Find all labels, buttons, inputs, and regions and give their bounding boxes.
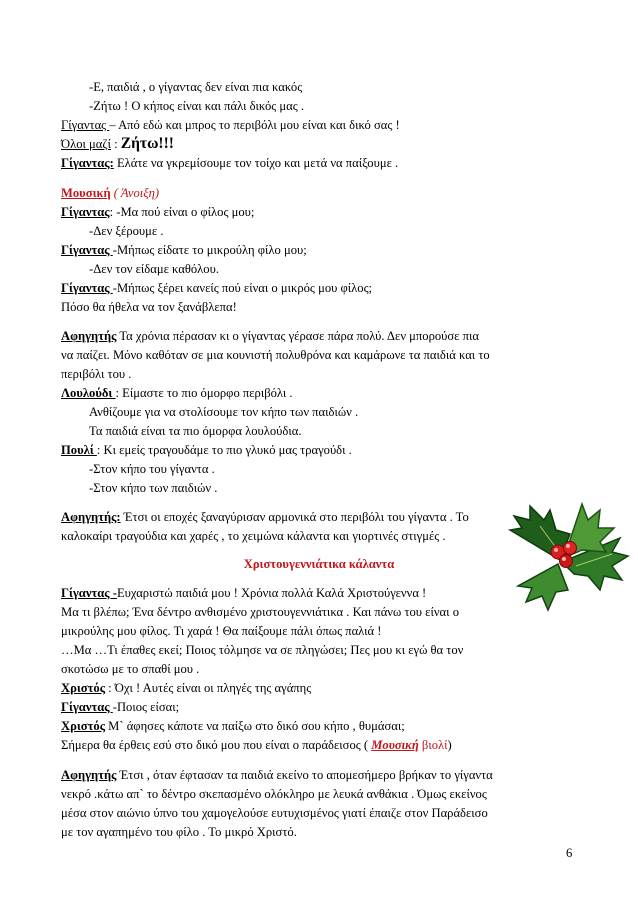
text-line <box>61 327 581 346</box>
speaker-label: Χριστός <box>61 719 106 733</box>
speaker-label: Γίγαντας - <box>61 586 117 600</box>
speaker-label: Αφηγητής <box>61 329 117 343</box>
dialogue-text: σκοτώσω με το σπαθί μου . <box>61 662 200 676</box>
text-line <box>61 384 581 403</box>
text-line <box>61 736 581 755</box>
dialogue-text: Σήμερα θα έρθεις εσύ στο δικό μου που είναι ο παράδεισος ( <box>61 738 372 752</box>
speaker-label: Γίγαντας <box>61 700 113 714</box>
text-line <box>89 403 609 422</box>
text-line <box>61 346 581 365</box>
music-note: ( Άνοιξη) <box>110 186 160 200</box>
text-line <box>61 804 581 823</box>
text-line <box>89 460 609 479</box>
text-line <box>89 222 609 241</box>
dialogue-text: Ελάτε να γκρεμίσουμε τον τοίχο και μετά να παίξουμε . <box>113 156 399 170</box>
speaker-label: Γίγαντας <box>61 205 110 219</box>
text-line <box>61 298 581 317</box>
narration-text: νεκρό .κάτω απ` το δέντρο σκεπασμένο ολόκληρο με λευκά ανθάκια . Όμως εκείνος <box>61 787 487 801</box>
text-line <box>61 785 581 804</box>
dialogue-text: : Όχι ! Αυτές είναι οι πληγές της αγάπης <box>105 681 312 695</box>
text-line <box>61 154 581 173</box>
speaker-label: Γίγαντας <box>61 281 113 295</box>
dialogue-text: Πόσο θα ήθελα να τον ξανάβλεπα! <box>61 300 237 314</box>
dialogue-text: Μ` άφησες κάποτε να παίξω στο δικό σου κήπο , θυμάσαι; <box>105 719 405 733</box>
music-cue: Μουσική <box>61 186 111 200</box>
text-line <box>61 279 581 298</box>
dialogue-text: -Στον κήπο των παιδιών . <box>89 481 218 495</box>
text-line <box>61 133 581 155</box>
text-line <box>61 679 581 698</box>
speaker-label: Λουλούδι <box>61 386 116 400</box>
narration-text: Έτσι οι εποχές ξαναγύρισαν αρμονικά στο περιβόλι του γίγαντα . Το <box>120 510 469 524</box>
speaker-label: Αφηγητής: <box>61 510 121 524</box>
text-line <box>61 184 581 203</box>
narration-text: με τον αγαπημένο του φίλο . Το μικρό Χριστό. <box>61 825 297 839</box>
narration-text: να παίζει. Μόνο καθόταν σε μια κουνιστή πολυθρόνα και καμάρωνε τα παιδιά και το <box>61 348 490 362</box>
text-line <box>89 97 609 116</box>
dialogue-text: -Μήπως είδατε το μικρούλη φίλο μου; <box>112 243 307 257</box>
speaker-label: Γίγαντας <box>61 118 110 132</box>
text-line <box>61 365 581 384</box>
text-line <box>61 641 581 660</box>
dialogue-text: : Κι εμείς τραγουδάμε το πιο γλυκό μας τραγούδι . <box>96 443 352 457</box>
narration-text: Τα χρόνια πέρασαν κι ο γίγαντας γέρασε πάρα πολύ. Δεν μπορούσε πια <box>116 329 479 343</box>
text-line <box>89 422 609 441</box>
dialogue-text: : <box>111 137 121 151</box>
text-line <box>61 717 581 736</box>
emphasis-text: Ζήτω!!! <box>120 135 174 152</box>
dialogue-text: : -Μα πού είναι ο φίλος μου; <box>109 205 255 219</box>
music-note: βιολί <box>418 738 448 752</box>
dialogue-text: Ανθίζουμε για να στολίσουμε τον κήπο των παιδιών . <box>89 405 359 419</box>
holly-icon <box>500 490 632 612</box>
narration-text: περιβόλι του . <box>61 367 132 381</box>
dialogue-text: Τα παιδιά είναι τα πιο όμορφα λουλούδια. <box>89 424 302 438</box>
text-line <box>61 766 581 785</box>
page-number: 6 <box>566 846 573 860</box>
text-line <box>61 622 581 641</box>
dialogue-text: Ευχαριστώ παιδιά μου ! Χρόνια πολλά Καλά Χριστούγεννα ! <box>116 586 427 600</box>
dialogue-text: -Δεν τον είδαμε καθόλου. <box>89 262 219 276</box>
heading-text: Χριστουγεννιάτικα κάλαντα <box>243 557 395 571</box>
narration-text: μέσα στον αιώνιο ύπνο του χαμογελούσε ευτυχισμένος γιατί έπαιζε στον Παράδεισο <box>61 806 488 820</box>
dialogue-text: -Ζήτω ! Ο κήπος είναι και πάλι δικός μας . <box>89 99 305 113</box>
speaker-label: Αφηγητής <box>61 768 117 782</box>
music-cue: Μουσική <box>371 738 419 752</box>
text-line <box>61 241 581 260</box>
dialogue-text: -Στον κήπο του γίγαντα . <box>89 462 215 476</box>
dialogue-text: μικρούλης μου φίλος. Τι χαρά ! Θα παίξουμε πάλι όπως παλιά ! <box>61 624 382 638</box>
speaker-label: Πουλί <box>61 443 97 457</box>
text-line <box>61 203 581 222</box>
dialogue-text: -Δεν ξέρουμε . <box>89 224 164 238</box>
speaker-label: Όλοι μαζί <box>61 137 111 151</box>
dialogue-text: Μα τι βλέπω; Ένα δέντρο ανθισμένο χριστουγεννιάτικα . Και πάνω του είναι ο <box>61 605 459 619</box>
narration-text: Έτσι , όταν έφτασαν τα παιδιά εκείνο το απομεσήμερο βρήκαν το γίγαντα <box>116 768 493 782</box>
text-line <box>89 78 609 97</box>
dialogue-text: ) <box>447 738 452 752</box>
speaker-label: Γίγαντας: <box>61 156 114 170</box>
dialogue-text: …Μα …Τι έπαθες εκεί; Ποιος τόλμησε να σε πληγώσει; Πες μου κι εγώ θα τον <box>61 643 464 657</box>
speaker-label: Γίγαντας <box>61 243 113 257</box>
dialogue-text: : Είμαστε το πιο όμορφο περιβόλι . <box>115 386 293 400</box>
dialogue-text: – Από εδώ και μπρος το περιβόλι μου είναι και δικό σας ! <box>109 118 400 132</box>
text-line <box>61 441 581 460</box>
text-line <box>61 823 581 842</box>
text-line <box>61 660 581 679</box>
narration-text: καλοκαίρι τραγούδια και χαρές , το χειμώνα κάλαντα και γιορτινές στιγμές . <box>61 529 446 543</box>
dialogue-text: -Ε, παιδιά , ο γίγαντας δεν είναι πια κακός <box>89 80 303 94</box>
dialogue-text: -Ποιος είσαι; <box>112 700 180 714</box>
speaker-label: Χριστός <box>61 681 106 695</box>
text-line <box>61 698 581 717</box>
dialogue-text: -Μήπως ξέρει κανείς πού είναι ο μικρός μου φίλος; <box>112 281 373 295</box>
text-line <box>89 260 609 279</box>
